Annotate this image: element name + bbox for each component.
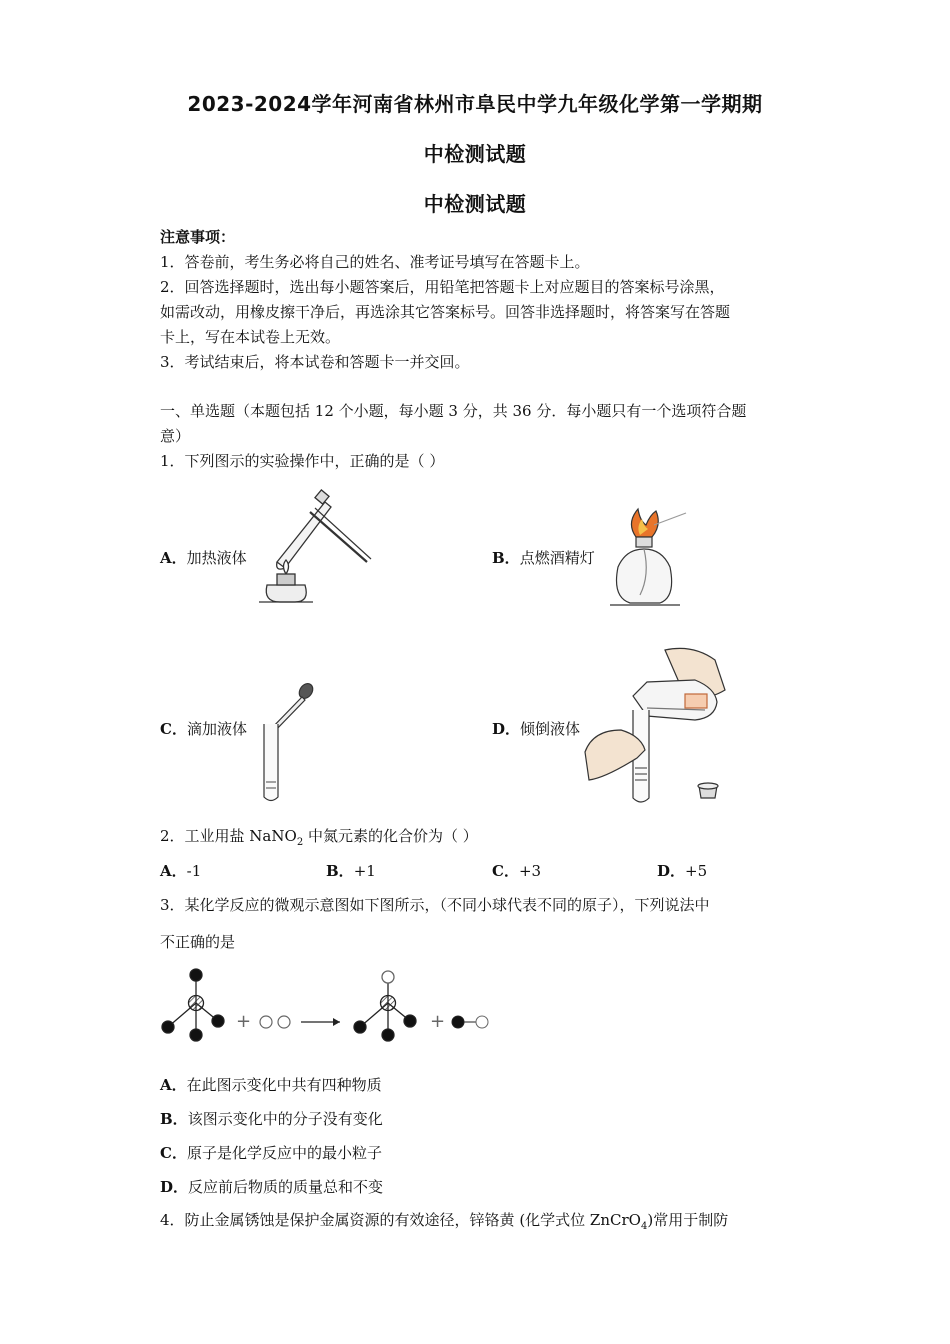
option-label: A． (160, 549, 187, 567)
q1-option-b[interactable] (492, 547, 595, 568)
pouring-liquid-figure (585, 640, 735, 805)
option-label: A． (160, 1076, 187, 1094)
q3-option-c[interactable] (160, 1142, 382, 1163)
heating-liquid-figure (255, 490, 380, 605)
option-text: 滴加液体 (186, 720, 247, 738)
svg-text:+: + (430, 1011, 446, 1032)
question-3-stem-cont: 不正确的是 (160, 933, 236, 951)
q3-option-d[interactable] (160, 1176, 383, 1197)
option-label: B． (326, 862, 354, 880)
option-text: 该图示变化中的分子没有变化 (187, 1110, 383, 1128)
q2-stem-post: 中氮元素的化合价为（ ） (303, 827, 478, 845)
q1-option-a[interactable] (160, 547, 247, 568)
option-text: 点燃酒精灯 (519, 549, 595, 567)
option-label: B． (492, 549, 520, 567)
q2-stem-sub: 2 (296, 837, 304, 848)
option-text: +1 (353, 862, 376, 880)
q2-stem-pre: 2．工业用盐 NaNO (160, 827, 297, 845)
q3-option-b[interactable] (160, 1108, 383, 1129)
reaction-diagram (158, 965, 498, 1050)
dropping-liquid-figure (258, 682, 318, 804)
page-subtitle: 中检测试题 (423, 192, 527, 216)
q2-option-b[interactable] (326, 860, 376, 881)
option-text: 在此图示变化中共有四种物质 (186, 1076, 382, 1094)
q2-option-d[interactable] (657, 860, 707, 881)
option-text: +5 (685, 862, 708, 880)
option-label: C． (160, 1144, 187, 1162)
option-text: -1 (186, 862, 202, 880)
section-heading-cont: 意） (160, 427, 191, 445)
question-4-stem (160, 1210, 800, 1237)
q2-option-a[interactable] (160, 860, 201, 881)
svg-text:+: + (236, 1011, 252, 1032)
option-label: C． (492, 862, 519, 880)
page-title-line2: 中检测试题 (423, 142, 527, 166)
notice-heading: 注意事项： (160, 228, 236, 246)
question-1-stem: 1．下列图示的实验操作中，正确的是（ ） (160, 452, 445, 470)
q1-option-d[interactable] (492, 718, 580, 739)
option-text: 反应前后物质的质量总和不变 (188, 1178, 384, 1196)
notice-item-3: 3．考试结束后，将本试卷和答题卡一并交回。 (160, 353, 470, 371)
q4-stem-post: )常用于制防 (647, 1211, 729, 1229)
option-label: A． (160, 862, 187, 880)
q4-stem-pre: 4．防止金属锈蚀是保护金属资源的有效途径，锌铬黄 (化学式位 ZnCrO (160, 1211, 641, 1229)
page-title: 2023-2024学年河南省林州市阜民中学九年级化学第一学期期 (187, 92, 763, 116)
option-text: 倾倒液体 (520, 720, 581, 738)
notice-item-1: 1．答卷前，考生务必将自己的姓名、准考证号填写在答题卡上。 (160, 253, 590, 271)
option-label: D． (492, 720, 521, 738)
q1-option-c[interactable] (160, 718, 247, 739)
option-label: D． (657, 862, 686, 880)
q4-stem-sub: 4 (640, 1221, 648, 1232)
q2-option-c[interactable] (492, 860, 541, 881)
option-label: C． (160, 720, 187, 738)
notice-item-2b: 如需改动，用橡皮擦干净后，再选涂其它答案标号。回答非选择题时，将答案写在答题 (160, 303, 731, 321)
q3-option-a[interactable] (160, 1074, 382, 1095)
option-text: 原子是化学反应中的最小粒子 (186, 1144, 382, 1162)
notice-item-2a: 2．回答选择题时，选出每小题答案后，用铅笔把答题卡上对应题目的答案标号涂黑， (160, 278, 725, 296)
option-text: 加热液体 (186, 549, 247, 567)
lighting-lamp-figure (610, 505, 690, 610)
question-2-stem (160, 826, 800, 853)
notice-item-2c: 卡上，写在本试卷上无效。 (160, 328, 341, 346)
option-text: +3 (518, 862, 542, 880)
option-label: D． (160, 1178, 189, 1196)
option-label: B． (160, 1110, 188, 1128)
section-heading: 一、单选题（本题包括 12 个小题，每小题 3 分，共 36 分．每小题只有一个选项符合题 (160, 402, 747, 420)
question-3-stem: 3．某化学反应的微观示意图如下图所示，（不同小球代表不同的原子），下列说法中 (160, 896, 710, 914)
